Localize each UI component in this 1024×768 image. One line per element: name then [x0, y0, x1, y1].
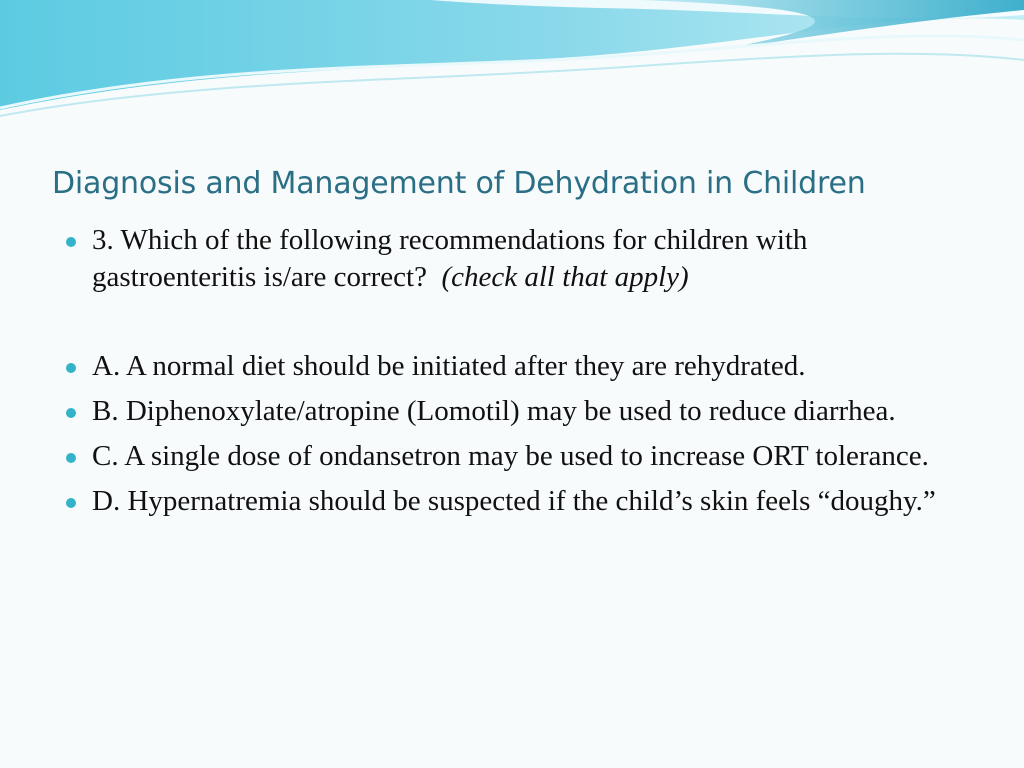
bullet-dot-icon: [66, 498, 76, 508]
bullet-dot-icon: [66, 453, 76, 463]
option-text: A. A normal diet should be initiated after they are rehydrated.: [92, 350, 806, 382]
wave-decoration: [0, 0, 1024, 130]
option-text: C. A single dose of ondansetron may be used to increase ORT tolerance.: [92, 440, 929, 472]
bullet-dot-icon: [66, 408, 76, 418]
option-item-a: [62, 348, 962, 385]
option-item-b: [62, 393, 962, 430]
option-item-c: [62, 438, 962, 475]
option-item-d: [62, 483, 962, 520]
question-item: [62, 222, 962, 296]
option-text: B. Diphenoxylate/atropine (Lomotil) may be used to reduce diarrhea.: [92, 395, 896, 427]
question-note: (check all that apply): [441, 261, 689, 293]
bullet-dot-icon: [66, 363, 76, 373]
question-list: [62, 222, 962, 520]
slide-title: Diagnosis and Management of Dehydration in Children: [52, 166, 866, 201]
option-text: D. Hypernatremia should be suspected if the child’s skin feels “doughy.”: [92, 485, 936, 517]
bullet-dot-icon: [66, 237, 76, 247]
question-text: 3. Which of the following recommendations for children with gastroenteritis is/are correct?: [92, 224, 808, 293]
